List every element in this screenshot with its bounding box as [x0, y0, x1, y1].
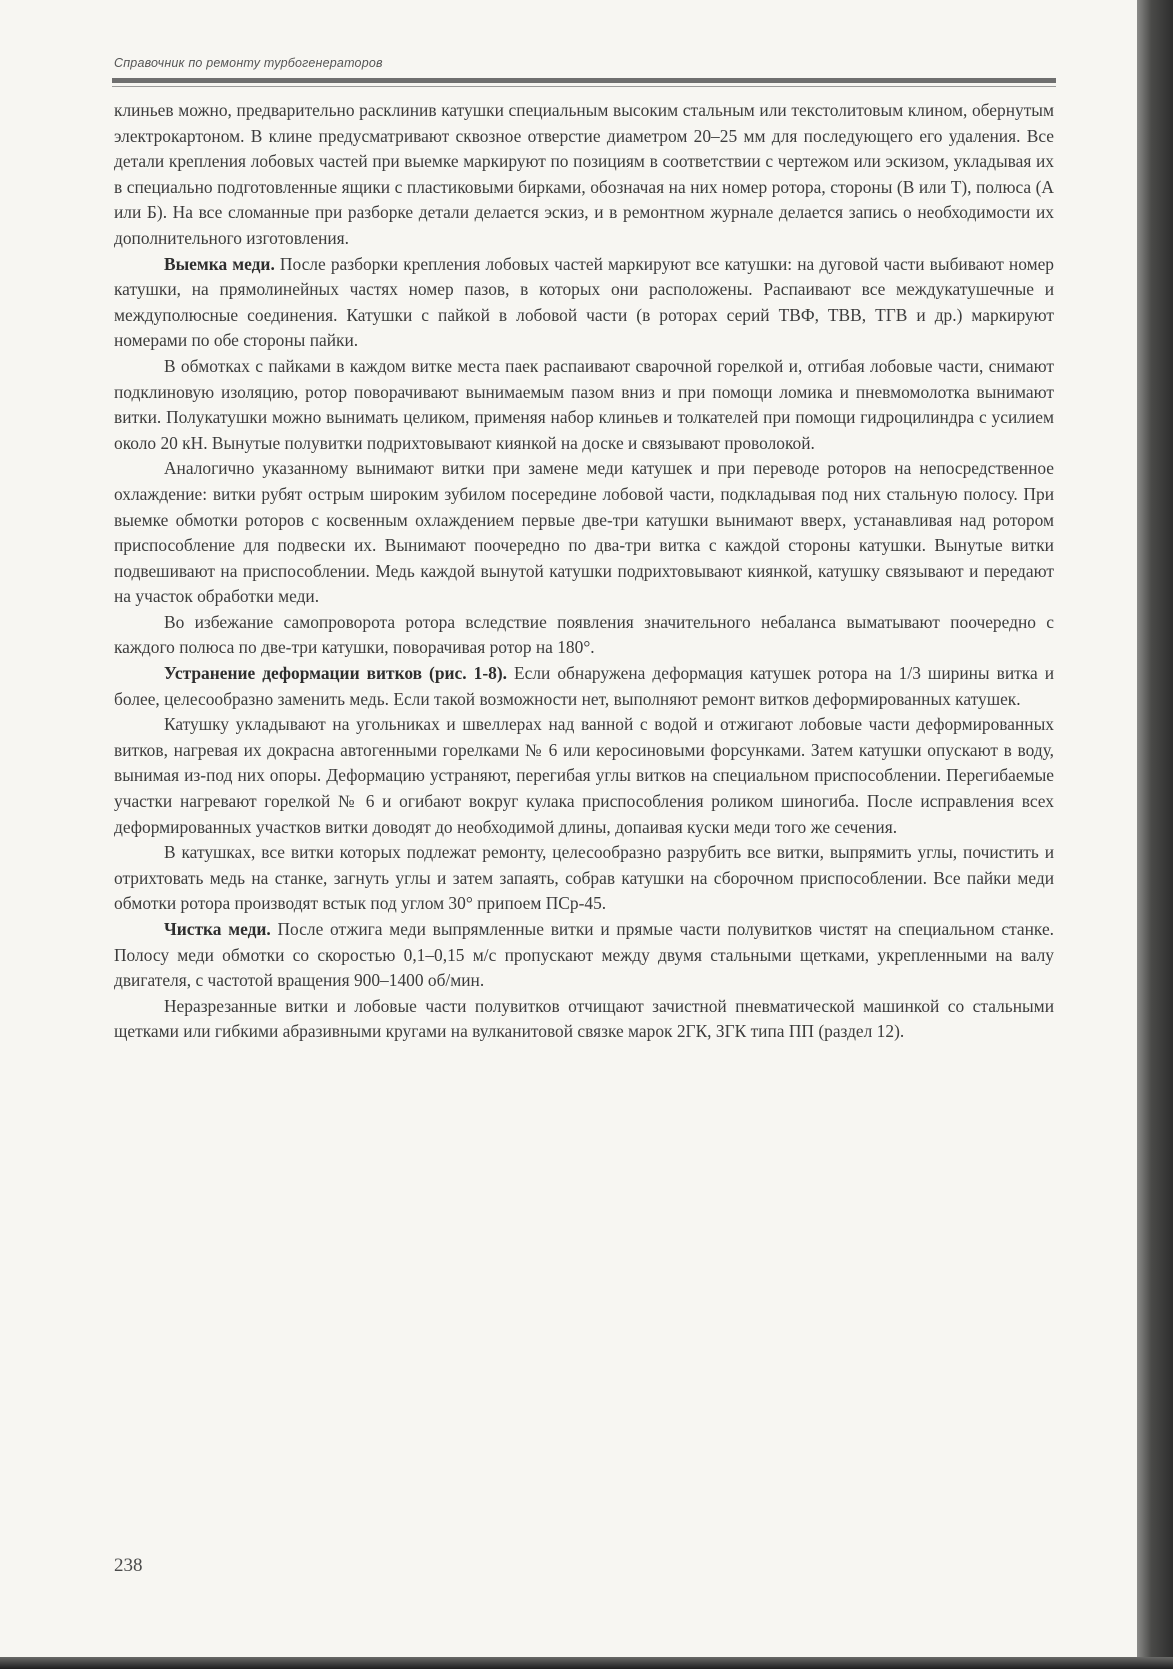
paragraph-text: клиньев можно, предварительно расклинив катушки специальным высоким стальным или текстолитовым клином, обернутым электрокартоном. В клине предусматривают сквозное отверстие диаметром 20–25 мм для последующего его удаления. Все детали крепления лобовых частей при выемке маркируют по позициям в соответствии с чертежом или эскизом, укладывая их в специально подготовленные ящики с пластиковыми бирками, обозначая на них номер ротора, стороны (В или Т), полюса (А или Б). На все сломанные при разборке детали делается эскиз, и в ремонтном журнале делается запись о необходимости их дополнительного изготовления. [114, 100, 1054, 248]
paragraph-text: Если обнаружена деформация катушек ротора на 1/3 ширины витка и более, целесообразно заменить медь. Если такой возможности нет, выполняют ремонт витков деформированных катушек. [114, 663, 1055, 709]
paragraph-1 [114, 98, 1054, 252]
paragraph-4 [114, 456, 1054, 610]
paragraph-text: Неразрезанные витки и лобовые части полувитков отчищают зачистной пневматической машинкой со стальными щетками или гибкими абразивными кругами на вулканитовой связке марок 2ГК, ЗГК типа ПП (раздел 12). [114, 995, 1054, 1042]
body-text [114, 98, 1054, 1045]
paragraph-lead: Устранение деформации витков (рис. 1-8). [164, 663, 507, 684]
paragraph-text: Аналогично указанному вынимают витки при замене меди катушек и при переводе роторов на непосредственное охлаждение: витки рубят острым широким зубилом посередине лобовой части, подкладывая под них стальную полосу. При выемке обмотки роторов с косвенным охлаждением первые две-три катушки вынимают вверх, устанавливая над ротором приспособление для подвески их. Вынимают поочередно по два-три витка с каждой стороны катушки. Вынутые витки подвешивают на приспособлении. Медь каждой вынутой катушки подрихтовывают киянкой, катушку связывают и передают на участок обработки меди. [114, 458, 1054, 607]
paragraph-text: Во избежание самопроворота ротора вследствие появления значительного небаланса выматывают поочередно с каждого полюса по две-три катушки, поворачивая ротор на 180°. [114, 611, 1054, 658]
paragraph-6 [114, 661, 1054, 712]
paragraph-9 [114, 917, 1054, 994]
paragraph-text: После отжига меди выпрямленные витки и прямые части полувитков чистят на специальном станке. Полосу меди обмотки со скоростью 0,1–0,15 м/с пропускают между двумя стальными щетками, укрепленными на валу двигателя, с частотой вращения 900–1400 об/мин. [114, 919, 1055, 991]
paragraph-text: В катушках, все витки которых подлежат ремонту, целесообразно разрубить все витки, выпрямить углы, почистить и отрихтовать медь на станке, загнуть углы и затем запаять, собрав катушки на сборочном приспособлении. Все пайки меди обмотки ротора производят встык под углом 30° припоем ПСр-45. [114, 842, 1054, 914]
paragraph-8 [114, 840, 1054, 917]
paragraph-text: После разборки крепления лобовых частей маркируют все катушки: на дуговой части выбивают номер катушки, на прямолинейных частях номер пазов, в которых они расположены. Распаивают все междукатушечные и междуполюсные соединения. Катушки с пайкой в лобовой части (в роторах серий ТВФ, ТВВ, ТГВ и др.) маркируют номерами по обе стороны пайки. [114, 253, 1054, 351]
paragraph-10 [114, 994, 1054, 1045]
page-number: 238 [114, 1555, 143, 1576]
paragraph-text: В обмотках с пайками в каждом витке места паек распаивают сварочной горелкой и, отгибая лобовые части, снимают подклиновую изоляцию, ротор поворачивают вынимаемым пазом вниз и при помощи ломика и пневмомолотка вынимают витки. Полукатушки можно вынимать целиком, применяя набор клиньев и толкателей при помощи гидроцилиндра с усилием около 20 кН. Вынутые полувитки подрихтовывают киянкой на доске и связывают проволокой. [114, 355, 1054, 453]
paragraph-lead: Выемка меди. [164, 253, 275, 274]
paragraph-3 [114, 354, 1054, 456]
scan-binding-shadow [1137, 0, 1173, 1669]
paragraph-5 [114, 610, 1054, 661]
paragraph-lead: Чистка меди. [164, 919, 271, 939]
paragraph-7 [114, 712, 1054, 840]
paragraph-text: Катушку укладывают на угольниках и швеллерах над ванной с водой и отжигают лобовые части деформированных витков, нагревая их докрасна автогенными горелками № 6 или керосиновыми форсунками. Затем катушки опускают в воду, вынимая из-под них опоры. Деформацию устраняют, перегибая углы витков на специальном приспособлении. Перегибаемые участки нагревают горелкой № 6 и огибают вокруг кулака приспособления роликом шиногиба. После исправления всех деформированных участков витки доводят до необходимой длины, допаивая куски меди того же сечения. [114, 714, 1054, 837]
running-title: Справочник по ремонту турбогенераторов [114, 56, 383, 70]
header-rule-thin [112, 86, 1056, 87]
paragraph-2 [114, 252, 1054, 354]
scan-bottom-shadow [0, 1657, 1173, 1669]
header-rule-thick [112, 78, 1056, 83]
